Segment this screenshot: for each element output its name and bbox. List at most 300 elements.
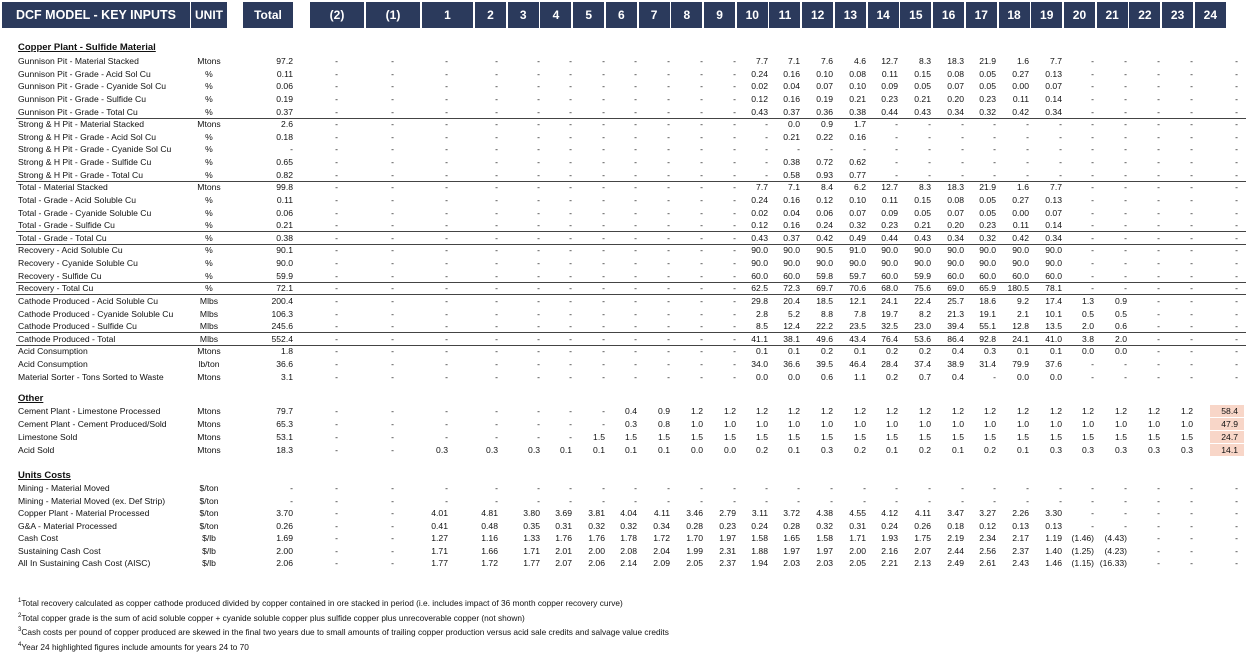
row-value: - [634, 371, 637, 382]
row-value: 90.0 [947, 258, 964, 269]
row-total: 245.6 [271, 321, 293, 332]
row-value: - [537, 56, 540, 66]
row-total: 0.37 [276, 106, 293, 117]
row-label: Copper Plant - Material Processed [18, 508, 150, 519]
row-value: 0.14 [1045, 93, 1062, 104]
header-period-10: 9 [704, 2, 735, 28]
row-value: - [667, 93, 670, 104]
row-value: 0.10 [816, 68, 833, 79]
row-value: 60.0 [881, 270, 898, 281]
row-value: - [335, 444, 338, 455]
row-value: 0.00 [1012, 81, 1029, 92]
header-period-0: (2) [310, 2, 364, 28]
row-value: - [667, 194, 670, 205]
row-value: - [1235, 207, 1238, 218]
row-value: - [1190, 545, 1193, 556]
row-value: - [667, 131, 670, 142]
row-value: - [1124, 232, 1127, 243]
row-value: - [1190, 169, 1193, 180]
row-value: - [1157, 56, 1160, 66]
row-value: - [602, 483, 605, 493]
row-value: 0.13 [1045, 520, 1062, 531]
footnote-text: Year 24 highlighted figures include amounts for years 24 to 70 [21, 641, 249, 652]
row-value: - [335, 371, 338, 382]
row-value: 0.32 [979, 106, 996, 117]
row-label: Total - Grade - Cyanide Soluble Cu [18, 207, 152, 218]
row-value: 1.0 [821, 418, 833, 429]
row-value: - [602, 119, 605, 130]
row-value: - [1235, 144, 1238, 155]
row-value: 0.43 [914, 232, 931, 243]
row-value: 0.34 [947, 232, 964, 243]
row-unit: $/lb [202, 545, 216, 556]
row-value: 0.35 [523, 520, 540, 531]
row-value: 2.19 [947, 533, 964, 544]
row-value: 58.4 [1221, 406, 1238, 416]
row-value: 0.11 [1012, 220, 1029, 231]
row-value: - [733, 194, 736, 205]
row-value: 0.0 [1082, 346, 1094, 357]
row-value: - [495, 359, 498, 370]
row-value: 31.4 [979, 359, 996, 370]
row-value: - [445, 207, 448, 218]
row-value: 0.1 [854, 346, 866, 357]
row-value: 0.23 [979, 220, 996, 231]
row-value: - [1091, 119, 1094, 130]
row-value: 17.4 [1045, 295, 1062, 306]
row-value: 0.41 [431, 520, 448, 531]
row-label: Total - Material Stacked [18, 182, 108, 193]
row-value: - [445, 93, 448, 104]
row-value: - [445, 283, 448, 294]
row-value: 13.5 [1045, 321, 1062, 332]
row-value: - [602, 182, 605, 193]
row-value: 0.02 [751, 207, 768, 218]
section-heading: Other [18, 393, 44, 404]
row-value: - [1124, 207, 1127, 218]
row-unit: % [205, 245, 213, 256]
row-value: - [495, 157, 498, 168]
row-value: 1.19 [1045, 533, 1062, 544]
row-value: - [495, 169, 498, 180]
row-value: - [733, 270, 736, 281]
row-value: - [1091, 194, 1094, 205]
row-value: - [634, 68, 637, 79]
row-value: - [830, 483, 833, 493]
row-value: - [1091, 182, 1094, 193]
row-value: 0.07 [849, 207, 866, 218]
row-value: 0.05 [979, 194, 996, 205]
header-period-15: 14 [868, 2, 899, 28]
row-value: - [391, 418, 394, 429]
row-unit: % [205, 207, 213, 218]
row-value: 0.24 [751, 68, 768, 79]
row-value: - [495, 283, 498, 294]
row-value: 0.42 [816, 232, 833, 243]
row-value: 0.0 [1050, 371, 1062, 382]
row-total: 2.6 [281, 119, 293, 130]
row-value: - [1124, 258, 1127, 269]
row-value: 2.03 [816, 558, 833, 569]
row-value: - [1091, 131, 1094, 142]
row-value: 4.04 [620, 508, 637, 519]
row-value: 0.36 [816, 106, 833, 117]
row-value: 0.04 [783, 81, 800, 92]
row-value: - [569, 495, 572, 506]
row-total: 72.1 [276, 283, 293, 294]
row-value: 28.4 [881, 359, 898, 370]
row-value: - [1190, 308, 1193, 319]
row-value: - [667, 207, 670, 218]
row-value: - [335, 157, 338, 168]
row-value: - [495, 418, 498, 429]
header-period-3: 2 [475, 2, 506, 28]
row-value: - [602, 495, 605, 506]
row-value: - [733, 207, 736, 218]
row-value: 0.13 [1012, 520, 1029, 531]
row-value: - [569, 258, 572, 269]
row-value: 12.8 [1012, 321, 1029, 332]
row-value: - [602, 371, 605, 382]
row-value: 62.5 [751, 283, 768, 294]
row-value: - [733, 182, 736, 193]
row-value: - [495, 131, 498, 142]
row-value: - [569, 220, 572, 231]
row-value: - [733, 295, 736, 306]
row-value: 22.2 [816, 321, 833, 332]
row-label: Sustaining Cash Cost [18, 545, 101, 556]
row-value: - [445, 371, 448, 382]
row-value: 0.1 [625, 444, 637, 455]
row-value: 18.3 [947, 56, 964, 66]
row-value: - [495, 119, 498, 130]
row-value: - [700, 346, 703, 357]
row-value: - [733, 68, 736, 79]
row-value: 9.2 [1017, 295, 1029, 306]
row-value: 1.2 [821, 406, 833, 416]
row-label: Cement Plant - Limestone Processed [18, 406, 161, 416]
row-value: 0.23 [719, 520, 736, 531]
row-value: - [667, 245, 670, 256]
footnote-text: Cash costs per pound of copper produced are skewed in the final two years due to small amounts of trailing copper production versus acid sale credits and salvage value credits [21, 627, 669, 637]
row-value: - [667, 333, 670, 344]
row-value: 0.11 [881, 194, 898, 205]
row-value: 0.44 [881, 232, 898, 243]
row-label: Cash Cost [18, 533, 59, 544]
row-value: 90.5 [816, 245, 833, 256]
row-value: - [895, 169, 898, 180]
row-value: - [335, 106, 338, 117]
row-value: - [1124, 270, 1127, 281]
row-value: 2.21 [881, 558, 898, 569]
row-value: 90.0 [1012, 245, 1029, 256]
row-value: - [537, 106, 540, 117]
header-period-1: (1) [366, 2, 420, 28]
row-value: 0.04 [783, 207, 800, 218]
row-value: - [335, 144, 338, 155]
row-value: - [700, 169, 703, 180]
row-value: 29.8 [751, 295, 768, 306]
row-value: - [445, 418, 448, 429]
row-unit: Mtons [197, 182, 221, 193]
row-value: - [634, 333, 637, 344]
row-value: - [445, 495, 448, 506]
row-value: - [391, 508, 394, 519]
row-label: Cathode Produced - Cyanide Soluble Cu [18, 308, 174, 319]
row-value: - [537, 258, 540, 269]
row-value: - [733, 333, 736, 344]
row-value: - [1157, 533, 1160, 544]
row-value: 0.2 [854, 444, 866, 455]
row-value: - [391, 520, 394, 531]
row-value: 1.5 [658, 431, 670, 442]
row-value: 6.2 [854, 182, 866, 193]
row-unit: % [205, 81, 213, 92]
row-value: - [1157, 131, 1160, 142]
row-value: - [537, 495, 540, 506]
row-label: Cement Plant - Cement Produced/Sold [18, 418, 167, 429]
row-value: 1.2 [1050, 406, 1062, 416]
row-value: 37.6 [1045, 359, 1062, 370]
row-value: - [391, 169, 394, 180]
row-value: 0.5 [1082, 308, 1094, 319]
row-value: - [569, 144, 572, 155]
row-value: 38.1 [783, 333, 800, 344]
row-value: - [537, 418, 540, 429]
row-value: - [602, 418, 605, 429]
row-value: - [335, 270, 338, 281]
row-value: - [634, 93, 637, 104]
row-value: 19.7 [881, 308, 898, 319]
row-value: - [391, 545, 394, 556]
row-value: 0.23 [979, 93, 996, 104]
row-value: - [569, 207, 572, 218]
row-value: 0.2 [886, 346, 898, 357]
row-label: Cathode Produced - Acid Soluble Cu [18, 295, 158, 306]
row-value: 7.7 [1050, 56, 1062, 66]
row-value: - [445, 245, 448, 256]
row-value: - [1235, 508, 1238, 519]
row-value: - [1124, 245, 1127, 256]
row-value: 0.32 [588, 520, 605, 531]
row-value: - [1235, 483, 1238, 493]
row-value: - [445, 144, 448, 155]
row-value: 3.11 [751, 508, 768, 519]
row-value: 7.7 [756, 56, 768, 66]
row-value: - [495, 182, 498, 193]
row-value: 0.34 [1045, 106, 1062, 117]
row-value: - [391, 558, 394, 569]
row-value: - [537, 169, 540, 180]
row-value: - [537, 308, 540, 319]
row-value: - [765, 495, 768, 506]
row-value: - [1059, 495, 1062, 506]
row-value: 0.15 [914, 68, 931, 79]
row-value: 0.16 [783, 68, 800, 79]
row-value: - [569, 169, 572, 180]
row-value: - [1235, 119, 1238, 130]
row-value: 0.37 [783, 106, 800, 117]
row-label: Acid Consumption [18, 346, 88, 357]
row-value: 90.0 [1045, 245, 1062, 256]
row-value: - [667, 308, 670, 319]
footnote-text: Total recovery calculated as copper cathode produced divided by copper contained in ore stacked in period (i.e. includes impact of 36 month copper recovery curve) [21, 598, 623, 608]
row-value: - [667, 483, 670, 493]
row-value: - [733, 232, 736, 243]
row-value: 1.5 [1017, 431, 1029, 442]
row-value: - [634, 483, 637, 493]
row-value: - [537, 207, 540, 218]
header-period-17: 16 [933, 2, 964, 28]
row-value: - [1235, 308, 1238, 319]
row-value: 0.14 [1045, 220, 1062, 231]
row-value: 10.1 [1045, 308, 1062, 319]
header-period-4: 3 [508, 2, 539, 28]
row-value: 0.20 [947, 220, 964, 231]
row-value: - [1124, 157, 1127, 168]
row-value: - [1157, 119, 1160, 130]
row-value: 0.32 [979, 232, 996, 243]
row-total: 3.1 [281, 371, 293, 382]
row-label: Strong & H Pit - Grade - Acid Sol Cu [18, 131, 157, 142]
row-unit: Mtons [197, 119, 221, 130]
row-total: 0.11 [276, 194, 293, 205]
row-value: 1.0 [1050, 418, 1062, 429]
row-value: 1.76 [555, 533, 572, 544]
row-value: - [602, 346, 605, 357]
row-value: 0.2 [756, 444, 768, 455]
header-period-18: 17 [966, 2, 997, 28]
row-value: 1.2 [788, 406, 800, 416]
row-value: - [700, 371, 703, 382]
row-value: 90.0 [979, 245, 996, 256]
row-value: - [495, 144, 498, 155]
row-label: Cathode Produced - Total [18, 333, 116, 344]
row-total: 59.9 [276, 270, 293, 281]
row-value: - [495, 483, 498, 493]
row-value: - [335, 295, 338, 306]
row-value: - [495, 295, 498, 306]
row-value: - [1157, 283, 1160, 294]
row-value: - [1235, 346, 1238, 357]
row-value: - [537, 144, 540, 155]
row-value: - [335, 321, 338, 332]
row-value: 8.8 [821, 308, 833, 319]
row-value: 78.1 [1045, 283, 1062, 294]
row-value: 34.0 [751, 359, 768, 370]
row-value: 0.3 [1115, 444, 1127, 455]
row-value: - [961, 119, 964, 130]
row-value: - [1157, 333, 1160, 344]
row-value: 47.9 [1221, 418, 1238, 429]
row-value: 86.4 [947, 333, 964, 344]
row-value: 12.4 [783, 321, 800, 332]
row-value: 8.3 [919, 182, 931, 193]
row-value: - [495, 68, 498, 79]
row-value: - [634, 207, 637, 218]
row-value: 1.2 [1082, 406, 1094, 416]
row-value: - [1190, 520, 1193, 531]
row-value: - [1157, 483, 1160, 493]
row-value: - [391, 444, 394, 455]
row-value: 46.4 [849, 359, 866, 370]
row-value: 90.0 [1012, 258, 1029, 269]
row-value: - [1157, 194, 1160, 205]
row-value: 90.0 [751, 258, 768, 269]
row-value: 7.6 [821, 56, 833, 66]
row-value: - [537, 157, 540, 168]
row-value: - [634, 346, 637, 357]
row-unit: % [205, 258, 213, 269]
row-value: 18.6 [979, 295, 996, 306]
row-value: 1.5 [886, 431, 898, 442]
row-value: - [569, 431, 572, 442]
row-value: 8.4 [821, 182, 833, 193]
row-value: - [537, 220, 540, 231]
header-period-12: 11 [769, 2, 800, 28]
row-value: - [569, 321, 572, 332]
row-value: - [797, 495, 800, 506]
row-value: 2.31 [719, 545, 736, 556]
row-value: - [569, 119, 572, 130]
row-value: - [961, 144, 964, 155]
row-value: - [1091, 207, 1094, 218]
row-value: - [830, 495, 833, 506]
row-value: - [1091, 106, 1094, 117]
row-value: 0.2 [821, 346, 833, 357]
row-value: 21.9 [979, 56, 996, 66]
row-value: 2.00 [849, 545, 866, 556]
row-value: 0.1 [1050, 346, 1062, 357]
row-value: 90.0 [914, 245, 931, 256]
row-value: 1.5 [821, 431, 833, 442]
row-value: 76.4 [881, 333, 898, 344]
row-unit: % [205, 283, 213, 294]
row-value: 1.97 [783, 545, 800, 556]
row-total: - [290, 483, 293, 493]
row-value: 0.2 [886, 371, 898, 382]
row-total: 0.21 [276, 220, 293, 231]
row-value: - [1091, 93, 1094, 104]
row-value: - [700, 232, 703, 243]
row-value: 3.46 [686, 508, 703, 519]
row-value: - [1059, 483, 1062, 493]
row-value: 1.65 [783, 533, 800, 544]
row-value: 0.16 [783, 220, 800, 231]
row-value: - [667, 182, 670, 193]
row-value: 19.1 [979, 308, 996, 319]
row-value: 1.2 [886, 406, 898, 416]
row-value: - [495, 93, 498, 104]
row-value: - [1235, 93, 1238, 104]
row-value: - [1026, 495, 1029, 506]
row-value: - [602, 258, 605, 269]
row-value: - [634, 295, 637, 306]
row-value: 0.13 [1045, 194, 1062, 205]
row-value: - [445, 270, 448, 281]
row-value: 3.80 [523, 508, 540, 519]
row-value: - [1190, 333, 1193, 344]
row-value: - [1091, 371, 1094, 382]
row-value: 0.19 [816, 93, 833, 104]
row-value: 4.01 [431, 508, 448, 519]
row-value: - [391, 533, 394, 544]
row-label: Strong & H Pit - Grade - Total Cu [18, 169, 143, 180]
row-value: 0.10 [849, 81, 866, 92]
row-value: - [537, 359, 540, 370]
row-value: - [700, 308, 703, 319]
row-value: - [537, 68, 540, 79]
